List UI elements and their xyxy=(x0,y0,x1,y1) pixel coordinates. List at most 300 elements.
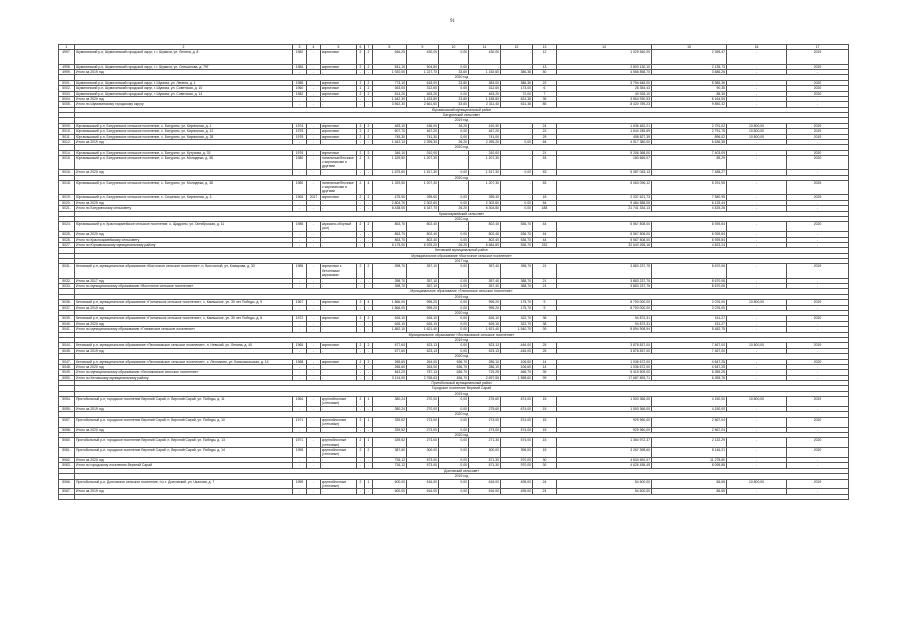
address-cell: Юргамышский р-н, Батуринское сельское поселение, с. Батурино, ул. Молодежи, д. 38 xyxy=(75,156,293,170)
table-cell: крупноблочные (стеновые) xyxy=(321,448,357,458)
table-cell: 0,00 xyxy=(439,91,469,96)
table-cell: 5 063 096,12 xyxy=(557,181,652,195)
table-cell: - xyxy=(365,206,373,211)
table-cell: 1980 xyxy=(293,181,307,195)
address-cell: Юргамышский р-н, Батуринское сельское поселение, с. Батурино, ул. Молодежи, д. 38 xyxy=(75,181,293,195)
address-cell: Шумихинский р-н, Шумихинский городской округ, г. Шумиха, ул. Советская, д. 14 xyxy=(75,91,293,96)
table-cell: - xyxy=(307,427,321,432)
table-cell: - xyxy=(321,348,357,353)
table-cell: 802,40 xyxy=(469,232,501,237)
table-cell: 541,10 xyxy=(373,64,407,69)
table-cell: - xyxy=(501,64,533,69)
table-cell: 339,52 xyxy=(373,417,407,427)
table-cell: 4 525,26 xyxy=(652,206,727,211)
table-cell: - xyxy=(307,458,321,463)
table-cell: 5 206 368,00 xyxy=(557,150,652,155)
table-cell: - xyxy=(727,264,787,278)
table-cell: 0,00 xyxy=(439,316,469,321)
table-cell: 0,00 xyxy=(439,479,469,489)
table-cell: 741,30 xyxy=(407,134,439,139)
table-cell: - xyxy=(501,150,533,155)
table-cell: - xyxy=(293,200,307,205)
table-cell: 53 xyxy=(533,156,557,170)
table-cell: 1 882,10 xyxy=(373,327,407,332)
table-cell: 573,00 xyxy=(407,463,439,468)
row-number-cell: 5045. xyxy=(59,348,75,353)
table-cell: - xyxy=(321,305,357,310)
table-cell: 6 438,00 xyxy=(373,206,407,211)
table-cell: - xyxy=(357,140,365,145)
table-cell: 24 xyxy=(533,479,557,489)
table-cell: 1 207,30 xyxy=(469,181,501,195)
row-number-cell: 5041. xyxy=(59,327,75,332)
table-cell: 38 xyxy=(533,321,557,326)
table-cell: 507,70 xyxy=(373,129,407,134)
table-cell: 2 567,04 xyxy=(652,427,727,432)
table-cell: 398,70 xyxy=(373,278,407,283)
table-cell: 175,70 xyxy=(501,305,533,310)
table-cell: 970,00 xyxy=(501,463,533,468)
row-number-cell: 5040. xyxy=(59,321,75,326)
table-cell: 466,70 xyxy=(501,370,533,375)
table-cell: 1975 xyxy=(293,129,307,134)
table-cell: 273,00 xyxy=(407,427,439,432)
table-cell: - xyxy=(321,237,357,242)
table-cell: 88,35 xyxy=(652,91,727,96)
table-cell: 2 xyxy=(357,479,365,489)
column-number-cell: 12 xyxy=(501,45,533,50)
row-number-cell: 5025. xyxy=(59,232,75,237)
address-cell: Итого по муниципальному образованию «Лесниковское сельское поселение» xyxy=(75,370,293,375)
table-cell: 8 095,88 xyxy=(652,463,727,468)
table-cell: - xyxy=(321,463,357,468)
table-cell: 929 960,00 xyxy=(557,417,652,427)
table-cell: - xyxy=(357,348,365,353)
table-cell: 50 xyxy=(533,69,557,74)
table-cell: 22 xyxy=(533,129,557,134)
table-cell: 10 800,00 xyxy=(727,129,787,134)
table-cell: 396,00 xyxy=(501,448,533,458)
table-cell: 1984 xyxy=(293,64,307,69)
table-cell: 2 765,63 xyxy=(407,375,439,380)
table-cell: 1974 xyxy=(293,123,307,128)
table-cell: 2 395,30 xyxy=(407,140,439,145)
table-row xyxy=(59,438,849,448)
address-cell: Итого за 2020 год xyxy=(75,321,293,326)
table-cell: кирпичные xyxy=(321,123,357,128)
table-cell: 430,00 xyxy=(469,50,501,64)
table-cell: 1 152,60 xyxy=(469,69,501,74)
table-cell: 21 741 334,13 xyxy=(557,206,652,211)
table-cell: 15 xyxy=(533,417,557,427)
table-cell: 2 xyxy=(357,438,365,448)
table-cell: 29 xyxy=(533,134,557,139)
table-cell: 995,20 xyxy=(407,300,439,305)
table-cell: 2020 xyxy=(787,80,849,85)
table-cell: 2019 xyxy=(787,123,849,128)
table-cell: - xyxy=(727,140,787,145)
table-cell: - xyxy=(307,232,321,237)
table-cell: 1 642,10 xyxy=(373,140,407,145)
table-cell: - xyxy=(307,375,321,380)
table-cell: 15 xyxy=(533,397,557,407)
row-number-cell: 5027. xyxy=(59,242,75,247)
table-cell: - xyxy=(307,407,321,412)
table-cell: 636,70 xyxy=(439,359,469,364)
table-cell: 346,10 xyxy=(373,150,407,155)
table-cell: 0,00 xyxy=(439,343,469,348)
table-cell: 2 xyxy=(357,181,365,195)
table-cell: 475,50 xyxy=(373,195,407,200)
table-cell: - xyxy=(357,327,365,332)
table-cell: кирпичные xyxy=(321,195,357,200)
table-cell: 8 700 000,00 xyxy=(557,300,652,305)
address-cell: Кетовский р-н, муниципальное образование «Лесниковское сельское поселение», с. Лесниково, ул. Комсомольская, д. 14 xyxy=(75,359,293,364)
row-number-cell: 5002. xyxy=(59,86,75,91)
table-cell: 264,00 xyxy=(407,359,439,364)
table-cell: 1 036 672,00 xyxy=(557,364,652,369)
table-cell: - xyxy=(293,407,307,412)
table-cell: - xyxy=(293,427,307,432)
table-cell: 44 xyxy=(533,222,557,232)
table-cell: - xyxy=(321,206,357,211)
table-cell: 995,20 xyxy=(469,305,501,310)
table-cell: 383,00 xyxy=(469,80,501,85)
table-cell: - xyxy=(365,364,373,369)
table-cell: 64 xyxy=(533,200,557,205)
column-number-cell: 15 xyxy=(652,45,727,50)
table-cell: 386,36 xyxy=(501,80,533,85)
section-heading: 2020 год xyxy=(75,175,849,180)
section-heading: 2020 год xyxy=(75,216,849,221)
table-cell: 1 540,70 xyxy=(501,327,533,332)
table-cell: - xyxy=(727,327,787,332)
table-cell: 3 xyxy=(365,156,373,170)
table-cell: - xyxy=(727,195,787,200)
table-cell: - xyxy=(727,69,787,74)
table-cell: 273,00 xyxy=(469,427,501,432)
table-cell: 1985 xyxy=(293,222,307,232)
table-cell: 357,40 xyxy=(469,278,501,283)
table-cell: 0,00 xyxy=(439,170,469,175)
table-cell: 6 925,20 xyxy=(407,242,439,247)
table-cell: 15 xyxy=(533,448,557,458)
table-cell: - xyxy=(307,463,321,468)
table-cell: 0,00 xyxy=(439,300,469,305)
row-number-cell: 5044. xyxy=(59,343,75,348)
table-cell: 26,20 xyxy=(439,242,469,247)
table-cell: 2020 xyxy=(787,438,849,448)
address-cell: Кетовский р-н, муниципальное образование «Восточное сельское поселение», п. Восточный, ул. Комарова, д. 33 xyxy=(75,264,293,278)
table-cell: - xyxy=(307,417,321,427)
table-cell: 1976 xyxy=(293,150,307,155)
section-heading: 2019 год xyxy=(75,337,849,342)
table-cell: - xyxy=(365,284,373,289)
table-cell: 995,20 xyxy=(407,305,439,310)
table-cell: - xyxy=(787,69,849,74)
table-cell: - xyxy=(357,370,365,375)
table-cell: 357,10 xyxy=(407,278,439,283)
table-cell: 616,00 xyxy=(407,479,439,489)
table-row xyxy=(59,222,849,232)
table-cell: 4 556 858,70 xyxy=(557,69,652,74)
table-cell: 2 xyxy=(357,91,365,96)
table-row xyxy=(59,181,849,195)
table-cell: 8 670,06 xyxy=(652,278,727,283)
table-cell: 1 029 560,00 xyxy=(557,50,652,64)
row-number-cell: 5054. xyxy=(59,397,75,407)
table-cell: - xyxy=(357,375,365,380)
table-cell: - xyxy=(357,305,365,310)
table-cell: 1 329,50 xyxy=(373,156,407,170)
table-row xyxy=(59,264,849,278)
table-cell: кирпичные xyxy=(321,316,357,321)
table-cell: 3 794 648,00 xyxy=(557,80,652,85)
table-cell: 0,00 xyxy=(439,438,469,448)
column-number-cell: 11 xyxy=(469,45,501,50)
table-cell: 72,00 xyxy=(501,91,533,96)
table-cell: 1985 xyxy=(293,80,307,85)
table-cell: 25 xyxy=(533,348,557,353)
column-number-cell: 8 xyxy=(373,45,407,50)
table-cell: 7 xyxy=(533,91,557,96)
table-cell: - xyxy=(293,206,307,211)
table-cell: 44 xyxy=(533,237,557,242)
row-number-cell: 5039. xyxy=(59,316,75,321)
table-cell: 388,70 xyxy=(501,278,533,283)
table-cell: - xyxy=(365,278,373,283)
address-cell: Кетовский р-н, муниципальное образование «Глининское сельское поселение», с. Камышное, ул. 30 лет Победы, д. 9 xyxy=(75,300,293,305)
table-cell: 5 415 509,00 xyxy=(557,370,652,375)
column-number-cell: 13 xyxy=(533,45,557,50)
table-cell: 1 621,40 xyxy=(469,327,501,332)
table-cell: 2019 xyxy=(787,397,849,407)
table-cell: 2 791,75 xyxy=(652,129,727,134)
address-cell: Шумихинский р-н, Шумихинский городской округ, г. Шумиха, ул. Ленина, д. 1 xyxy=(75,80,293,85)
table-cell: 1965 xyxy=(293,343,307,348)
table-cell: 626,10 xyxy=(469,316,501,321)
table-cell: - xyxy=(727,232,787,237)
table-cell: 357,10 xyxy=(407,284,439,289)
table-cell: - xyxy=(307,86,321,91)
table-cell: 2 xyxy=(365,123,373,128)
table-cell: - xyxy=(321,284,357,289)
table-cell: - xyxy=(365,327,373,332)
table-cell: 436,00 xyxy=(407,123,439,128)
table-cell: - xyxy=(307,264,321,278)
table-cell: - xyxy=(357,232,365,237)
table-cell: 15 xyxy=(533,438,557,448)
table-cell: 40 928,10 xyxy=(557,91,652,96)
table-cell: 1971 xyxy=(293,417,307,427)
address-cell: Юргамышский р-н, Батуринское сельское поселение, с. Батурино, ул. Кутузова, д. 33 xyxy=(75,150,293,155)
row-number-cell: 5011. xyxy=(59,134,75,139)
column-number-cell: 3 xyxy=(293,45,307,50)
table-cell: 600,00 xyxy=(373,489,407,494)
table-cell: - xyxy=(439,150,469,155)
table-cell: - xyxy=(321,407,357,412)
table-cell: 2019 xyxy=(787,343,849,348)
table-cell: 1971 xyxy=(293,438,307,448)
table-cell: - xyxy=(357,102,365,107)
table-cell: 395,40 xyxy=(469,195,501,200)
table-cell: 0,00 xyxy=(439,327,469,332)
row-number-cell: 5049. xyxy=(59,370,75,375)
table-cell: - xyxy=(321,364,357,369)
table-cell: 2 xyxy=(365,134,373,139)
table-cell: - xyxy=(321,69,357,74)
table-cell: 4 634 692,07 xyxy=(557,458,652,463)
table-cell: 4 xyxy=(365,181,373,195)
table-cell: - xyxy=(365,305,373,310)
table-cell: 2 567,04 xyxy=(652,417,727,427)
table-cell: 577,60 xyxy=(373,343,407,348)
table-cell: 8 894 908,94 xyxy=(557,327,652,332)
table-cell: 536,70 xyxy=(501,237,533,242)
table-cell: 745,30 xyxy=(373,134,407,139)
table-cell: - xyxy=(365,458,373,463)
table-cell: -446,00 xyxy=(501,348,533,353)
table-cell: 2 xyxy=(357,264,365,278)
address-cell: Юргамышский р-н, Батуринское сельское поселение, с. Батурино, ул. Кирпичная, д. 28 xyxy=(75,134,293,139)
table-cell: - xyxy=(787,364,849,369)
table-cell: 2020 xyxy=(787,359,849,364)
table-cell: 6 175,00 xyxy=(373,242,407,247)
address-cell: Итого за 2025 год xyxy=(75,200,293,205)
table-cell: 3 883 237,75 xyxy=(557,284,652,289)
table-cell: 6 395,76 xyxy=(652,375,727,380)
table-cell: крупноблочные (стеновые) xyxy=(321,397,357,407)
table-cell: 398,70 xyxy=(373,284,407,289)
table-cell: 523,13 xyxy=(469,343,501,348)
table-cell: - xyxy=(307,438,321,448)
table-cell: - xyxy=(321,375,357,380)
table-cell: 388,70 xyxy=(501,284,533,289)
table-cell: 1 207,30 xyxy=(469,156,501,170)
table-cell: 0,00 xyxy=(439,305,469,310)
table-cell: - xyxy=(307,448,321,458)
address-cell: Итого за 2017 год xyxy=(75,278,293,283)
table-cell: 1 xyxy=(357,86,365,91)
table-cell: - xyxy=(321,242,357,247)
column-number-cell: 17 xyxy=(787,45,849,50)
table-cell: 273,00 xyxy=(469,417,501,427)
table-cell: 7 488,27 xyxy=(652,170,727,175)
table-cell: 5 567 808,00 xyxy=(557,222,652,232)
table-cell: 21 xyxy=(533,264,557,278)
table-cell: 2 xyxy=(357,134,365,139)
table-cell: 1 500 366,00 xyxy=(557,397,652,407)
table-cell: 2020 xyxy=(787,222,849,232)
address-cell: Итого за 2020 год xyxy=(75,170,293,175)
table-cell: 23,80 xyxy=(439,80,469,85)
row-number-cell: 5014. xyxy=(59,150,75,155)
table-cell: 2 135,73 xyxy=(652,64,727,69)
table-cell: - xyxy=(727,364,787,369)
table-cell: 2 697,55 xyxy=(469,375,501,380)
table-cell: - xyxy=(365,242,373,247)
table-cell: 2 xyxy=(357,129,365,134)
table-cell: 2020 xyxy=(787,150,849,155)
page-number: 91 xyxy=(450,19,455,24)
table-cell: 523,13 xyxy=(469,348,501,353)
table-cell: 571,30 xyxy=(469,458,501,463)
table-cell: 995,20 xyxy=(469,300,501,305)
table-cell: 626,10 xyxy=(373,316,407,321)
table-cell: 12 xyxy=(533,50,557,64)
table-cell: - xyxy=(293,489,307,494)
table-cell: - xyxy=(321,200,357,205)
table-cell: 2020 xyxy=(787,156,849,170)
table-cell: - xyxy=(321,140,357,145)
table-cell: 0,00 xyxy=(439,64,469,69)
section-heading: Муниципальное образование «Лесниковское сельское поселение» xyxy=(75,332,849,337)
table-cell: - xyxy=(787,140,849,145)
table-cell: 1 xyxy=(365,479,373,489)
table-cell: - xyxy=(787,284,849,289)
table-cell: - xyxy=(787,375,849,380)
table-cell: - xyxy=(307,123,321,128)
table-cell: - xyxy=(787,370,849,375)
table-cell: 2019 xyxy=(787,64,849,69)
table-cell: - xyxy=(727,222,787,232)
table-cell: 463,20 xyxy=(407,91,439,96)
table-cell: 2 xyxy=(357,316,365,321)
table-cell: 270,00 xyxy=(407,407,439,412)
table-cell: 86,65 xyxy=(652,489,727,494)
column-number-cell: 6 xyxy=(357,45,365,50)
table-cell: 2 xyxy=(357,417,365,427)
table-cell: 300,00 xyxy=(407,448,439,458)
table-cell: 2 xyxy=(357,359,365,364)
table-cell: 8 700 000,00 xyxy=(557,305,652,310)
table-cell: - xyxy=(727,438,787,448)
table-cell: 180 669,07 xyxy=(557,156,652,170)
row-number-cell: 5020. xyxy=(59,200,75,205)
table-cell: 173,00 xyxy=(501,86,533,91)
column-number-cell: 14 xyxy=(557,45,652,50)
table-cell: 536,70 xyxy=(501,242,533,247)
table-cell: 2 xyxy=(365,222,373,232)
table-cell: 151,27 xyxy=(652,321,727,326)
table-cell: 357,40 xyxy=(469,264,501,278)
table-cell: -446,00 xyxy=(501,343,533,348)
table-cell: 15 xyxy=(533,407,557,412)
table-cell: кирпичные xyxy=(321,359,357,364)
table-cell: 2 xyxy=(365,195,373,200)
table-cell: 2019 xyxy=(787,50,849,64)
table-cell: 1 920,00 xyxy=(373,69,407,74)
table-cell: 0,00 xyxy=(439,407,469,412)
table-cell: 339,52 xyxy=(373,438,407,448)
table-cell: - xyxy=(307,316,321,321)
table-cell: 5 567 808,00 xyxy=(557,237,652,242)
table-cell: - xyxy=(727,150,787,155)
address-cell: Итого за 2020 год xyxy=(75,364,293,369)
table-cell: 286,10 xyxy=(469,359,501,364)
table-cell: 0,00 xyxy=(439,427,469,432)
table-cell: 0,00 xyxy=(501,200,533,205)
table-cell: - xyxy=(727,427,787,432)
table-cell: 3 562,30 xyxy=(373,102,407,107)
table-cell: 2019 xyxy=(787,264,849,278)
table-cell: 0,00 xyxy=(439,397,469,407)
table-cell: 38 xyxy=(533,316,557,321)
table-cell: 53 xyxy=(533,181,557,195)
row-number-cell: 5018. xyxy=(59,181,75,195)
table-cell: 741,00 xyxy=(469,134,501,139)
table-cell: - xyxy=(501,134,533,139)
